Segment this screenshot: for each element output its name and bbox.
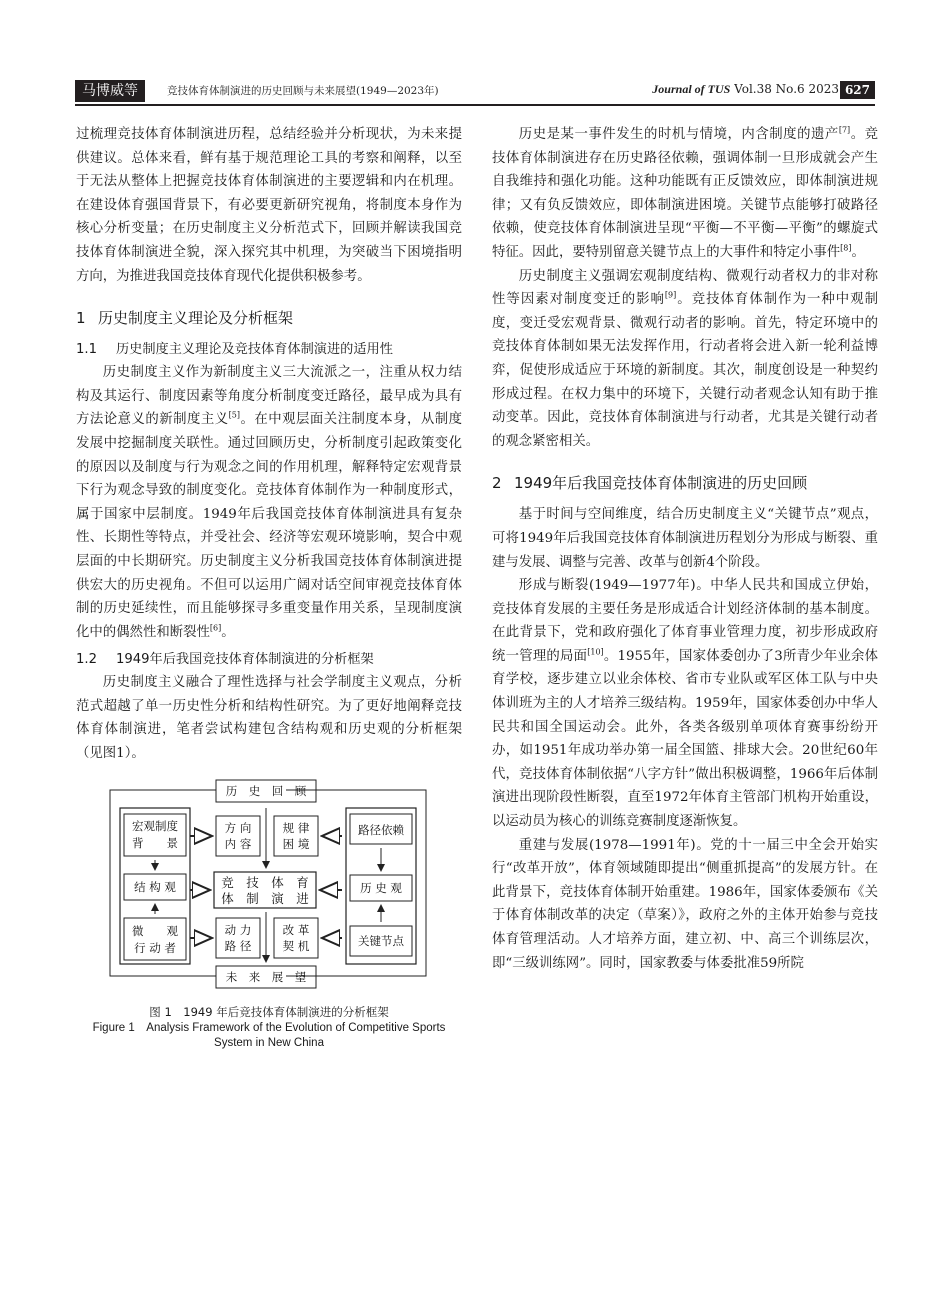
section-heading-2: 2 1949年后我国竞技体育体制演进的历史回顾 xyxy=(492,474,808,493)
figure-caption-en-2: System in New China xyxy=(214,1036,324,1049)
left-column xyxy=(76,123,462,1051)
paragraph: 历史是某一事件发生的时机与情境，内含制度的遗产[7]。竞技体育体制演进存在历史路径依赖，强调体制一旦形成就会产生自我维持和强化功能。这种功能既有正反馈效应，即体制演进规律；又有负反馈效应，即体制演进困境。关键节点能够打破路径依赖，使竞技体育体制演进呈现“平衡—不平衡—平衡”的螺旋式特征。因此，要特别留意关键节点上的大事件和特定小事件[8]。 xyxy=(492,125,879,260)
figure-caption-zh: 图 1 1949 年后竞技体育体制演进的分析框架 xyxy=(149,1004,389,1019)
paragraph: 历史制度主义融合了理性选择与社会学制度主义观点，分析范式超越了单一历史性分析和结构性研究。为了更好地阐释竞技体育体制演进，笔者尝试构建包含结构观和历史观的分析框架（见图1）。 xyxy=(76,675,462,762)
paragraph: 基于时间与空间维度，结合历史制度主义“关键节点”观点，可将1949年后我国竞技体育体制演进历程划分为形成与断裂、重建与发展、调整与完善、改革与创新4个阶段。 xyxy=(492,507,878,570)
author-tag: 马博威等 xyxy=(75,80,145,102)
label-key-node: 关键节点 xyxy=(358,933,404,948)
paragraph: 过梳理竞技体育体制演进历程，总结经验并分析现状，为未来提供建议。总体来看，鲜有基于规范理论工具的考察和阐释，以至于无法从整体上把握竞技体育体制演进的主要逻辑和内在机理。在建设体育强国背景下，有必要更新研究视角，将制度本身作为核心分析变量；在历史制度主义分析范式下，回顾并解读我国竞技体育体制演进全貌，深入探究其中机理，为突破当下困境指明方向，为推进我国竞技体育现代化提供积极参考。 xyxy=(76,127,462,284)
label-dilemma: 困 境 xyxy=(282,836,310,851)
framework-diagram xyxy=(76,778,462,1000)
label-content: 内 容 xyxy=(224,836,252,851)
running-title: 竞技体育体制演进的历史回顾与未来展望(1949—2023年) xyxy=(167,85,439,97)
label-future-outlook: 未 来 展 望 xyxy=(225,969,307,984)
paragraph: 历史制度主义强调宏观制度结构、微观行动者权力的非对称性等因素对制度变迁的影响[9]。竞技体育体制作为一种中观制度，变迁受宏观背景、微观行动者的影响。首先，特定环境中的竞技体育体制如果无法发挥作用，行动者将会进入新一轮利益博弈，促使形成适应于环境的新制度。其次，制度创设是一种契约形成过程。在权力集中的环境下，关键行动者观念认知有助于推动变革。因此，竞技体育体制演进与行动者，尤其是关键行动者的观念紧密相关。 xyxy=(492,268,879,449)
label-direction: 方 向 xyxy=(224,820,252,835)
section-heading-1-1: 1.1 历史制度主义理论及竞技体育体制演进的适用性 xyxy=(76,342,393,358)
label-power: 动 力 xyxy=(224,922,252,937)
label-center-1: 竞 技 体 育 xyxy=(221,874,309,890)
label-opportunity: 契 机 xyxy=(282,938,310,953)
section-heading-1-2: 1.2 1949年后我国竞技体育体制演进的分析框架 xyxy=(76,652,374,668)
label-path: 路 径 xyxy=(224,938,252,953)
figure-caption-en-1: Figure 1 Analysis Framework of the Evolution of Competitive Sports xyxy=(92,1021,446,1034)
section-heading-1: 1 历史制度主义理论及分析框架 xyxy=(76,309,294,328)
journal-info xyxy=(652,82,839,97)
label-macro-2: 背 景 xyxy=(132,835,178,850)
citation: [5] xyxy=(228,410,240,420)
paragraph: 历史制度主义作为新制度主义三大流派之一，注重从权力结构及其运行、制度因素等角度分析制度变迁路径，最早成为具有方法论意义的新制度主义[5]。在中观层面关注制度本身，从制度发展中挖掘制度关联性。通过回顾历史，分析制度引起政策变化的原因以及制度与行为观念之间的作用机理，解释特定宏观背景下行为观念导致的制度变化。竞技体育体制作为一种制度形式，属于国家中层制度。1949年后我国竞技体育体制演进具有复杂性、长期性等特点，并受社会、经济等宏观环境影响，契合中观层面的中长期研究。历史制度主义分析我国竞技体育体制演进提供宏大的历史视角。不但可以运用广阔对话空间审视竞技体育体制的历史延续性，而且能够探寻多重变量作用关系，呈现制度演化中的偶然性和断裂性[6]。 xyxy=(76,365,463,640)
label-history-review: 历 史 回 顾 xyxy=(225,783,307,798)
figure-1 xyxy=(76,778,462,1000)
label-history-view: 历 史 观 xyxy=(360,880,402,895)
citation: [7] xyxy=(838,125,851,135)
label-center-2: 体 制 演 进 xyxy=(221,890,309,906)
label-rule: 规 律 xyxy=(282,820,310,835)
label-path-dependence: 路径依赖 xyxy=(358,822,404,837)
label-micro-1: 微 观 xyxy=(132,923,178,938)
citation: [8] xyxy=(840,243,852,253)
label-reform: 改 革 xyxy=(282,922,310,937)
label-macro-1: 宏观制度 xyxy=(132,818,178,833)
page-number: 627 xyxy=(840,81,875,99)
header-rule xyxy=(75,104,875,106)
citation: [6] xyxy=(209,623,222,633)
label-structure-view: 结 构 观 xyxy=(134,879,176,894)
journal-name: Journal of TUS xyxy=(652,82,731,96)
paragraph: 重建与发展(1978—1991年)。党的十一届三中全会开始实行“改革开放”，体育领域随即提出“侧重抓提高”的发展方针。在此背景下，竞技体育体制开始重建。1986年，国家体委颁布《关于体育体制改革的决定（草案）》，政府之外的主体开始参与竞技体育管理活动。人才培养方面，建立初、中、高三个训练层次，即“三级训练网”。同时，国家教委与体委批准59所院 xyxy=(492,837,878,971)
journal-issue: Vol.38 No.6 2023 xyxy=(734,82,839,96)
label-micro-2: 行 动 者 xyxy=(134,940,176,955)
citation: [9] xyxy=(664,290,677,300)
right-column xyxy=(492,123,878,975)
page-header xyxy=(75,80,875,104)
citation: [10] xyxy=(587,647,604,657)
paragraph: 形成与断裂(1949—1977年)。中华人民共和国成立伊始，竞技体育发展的主要任务是形成适合计划经济体制的基本制度。在此背景下，党和政府强化了体育事业管理力度，初步形成政府统一管理的局面[10]。1955年，国家体委创办了3所青少年业余体育学校，逐步建立以业余体校、省市专业队或军区体工队与中央体训班为主的人才培养三级结构。1959年，国家体委创办中华人民共和国全国运动会。此外，各类各级别单项体育赛事纷纷开办，如1951年成功举办第一届全国篮、排球大会。20世纪60年代，竞技体育体制依据“八字方针”做出积极调整，1966年后体制演进出现阶段性断裂，直至1972年体育主管部门机构开始重设，以运动员为核心的训练竞赛制度逐渐恢复。 xyxy=(492,578,878,830)
